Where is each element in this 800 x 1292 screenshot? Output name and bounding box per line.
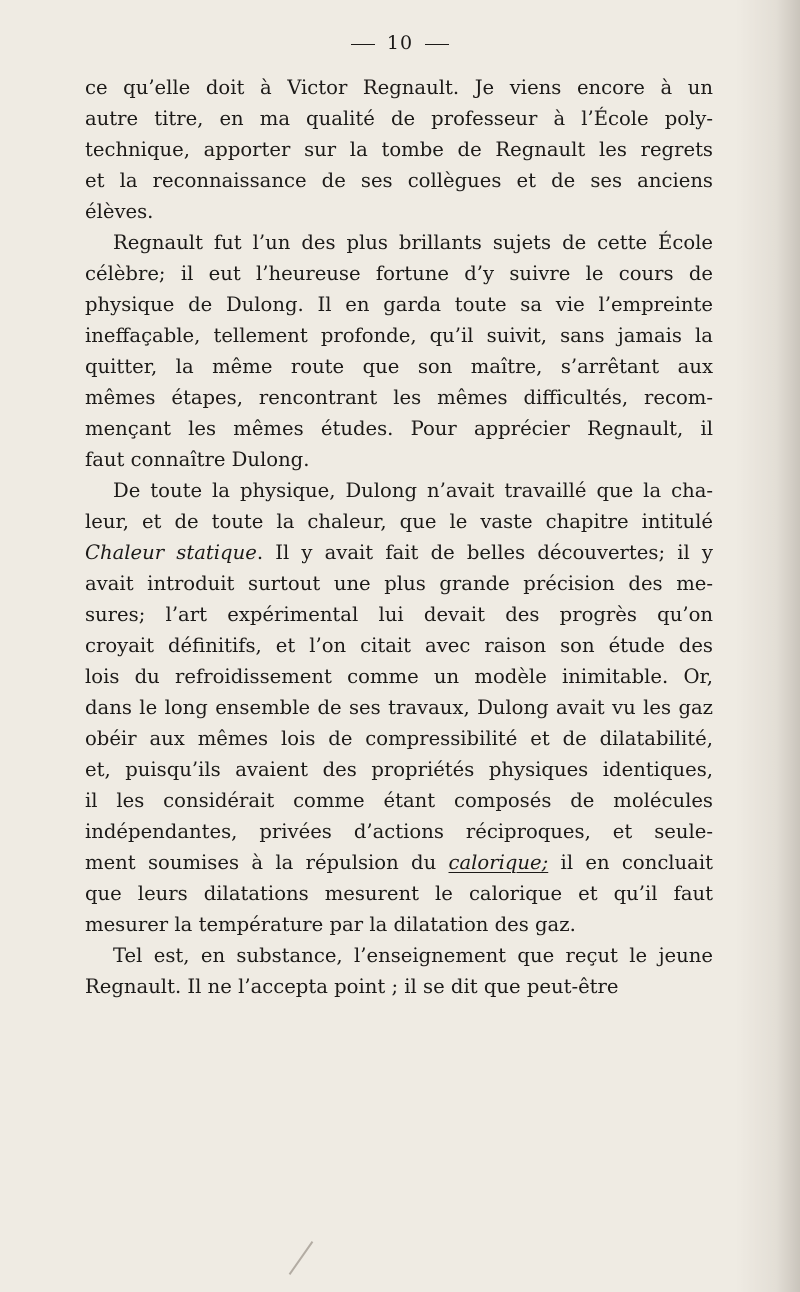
text-line: indépendantes, privées d’actions réciproques, et seule- [85,820,713,843]
text-line: avait introduit surtout une plus grande précision des me- [85,572,713,595]
text-line: faut connaître Dulong. [85,448,310,471]
text-line: leur, et de toute la chaleur, que le vaste chapitre intitulé [85,510,713,533]
text-line: quitter, la même route que son maître, s’arrêtant aux [85,355,713,378]
text-line: Tel est, en substance, l’enseignement que reçut le jeune [113,944,713,967]
text-line: lois du refroidissement comme un modèle inimitable. Or, [85,665,713,688]
folio-dash-right [425,44,449,45]
text-line: ment soumises à la répulsion du calorique; il en concluait [85,851,713,874]
text-line: et, puisqu’ils avaient des propriétés physiques identiques, [85,758,713,781]
text-line: obéir aux mêmes lois de compressibilité et de dilatabilité, [85,727,713,750]
text-line: De toute la physique, Dulong n’avait travaillé que la cha- [113,479,713,502]
text-line: dans le long ensemble de ses travaux, Dulong avait vu les gaz [85,696,713,719]
text-line: mesurer la température par la dilatation des gaz. [85,913,576,936]
text-line: Regnault. Il ne l’accepta point ; il se dit que peut-être [85,975,619,998]
text-line: croyait définitifs, et l’on citait avec raison son étude des [85,634,713,657]
italic-term: Chaleur statique [85,541,257,564]
page-number-text: 10 [386,32,414,54]
text-line: mêmes étapes, rencontrant les mêmes difficultés, recom- [85,386,713,409]
text-line: ineffaçable, tellement profonde, qu’il suivit, sans jamais la [85,324,713,347]
page-number [0,32,800,54]
text-line: Regnault fut l’un des plus brillants sujets de cette École [113,231,713,254]
folio-dash-left [351,44,375,45]
text-line: il les considérait comme étant composés de molécules [85,789,713,812]
text-line: Chaleur statique. Il y avait fait de belles découvertes; il y [85,541,713,564]
text-line: autre titre, en ma qualité de professeur à l’École poly- [85,107,713,130]
text-line: que leurs dilatations mesurent le calorique et qu’il faut [85,882,713,905]
text-line: célèbre; il eut l’heureuse fortune d’y suivre le cours de [85,262,713,285]
body-text [85,72,713,1002]
text-line: ce qu’elle doit à Victor Regnault. Je viens encore à un [85,76,713,99]
text-line: technique, apporter sur la tombe de Regnault les regrets [85,138,713,161]
text-line: mençant les mêmes études. Pour apprécier Regnault, il [85,417,713,440]
text-line: et la reconnaissance de ses collègues et de ses anciens [85,169,713,192]
text-line: sures; l’art expérimental lui devait des progrès qu’on [85,603,713,626]
text-line: élèves. [85,200,154,223]
text-line: physique de Dulong. Il en garda toute sa vie l’empreinte [85,293,713,316]
stray-pen-mark [289,1241,314,1275]
italic-term: calorique; [448,851,549,874]
